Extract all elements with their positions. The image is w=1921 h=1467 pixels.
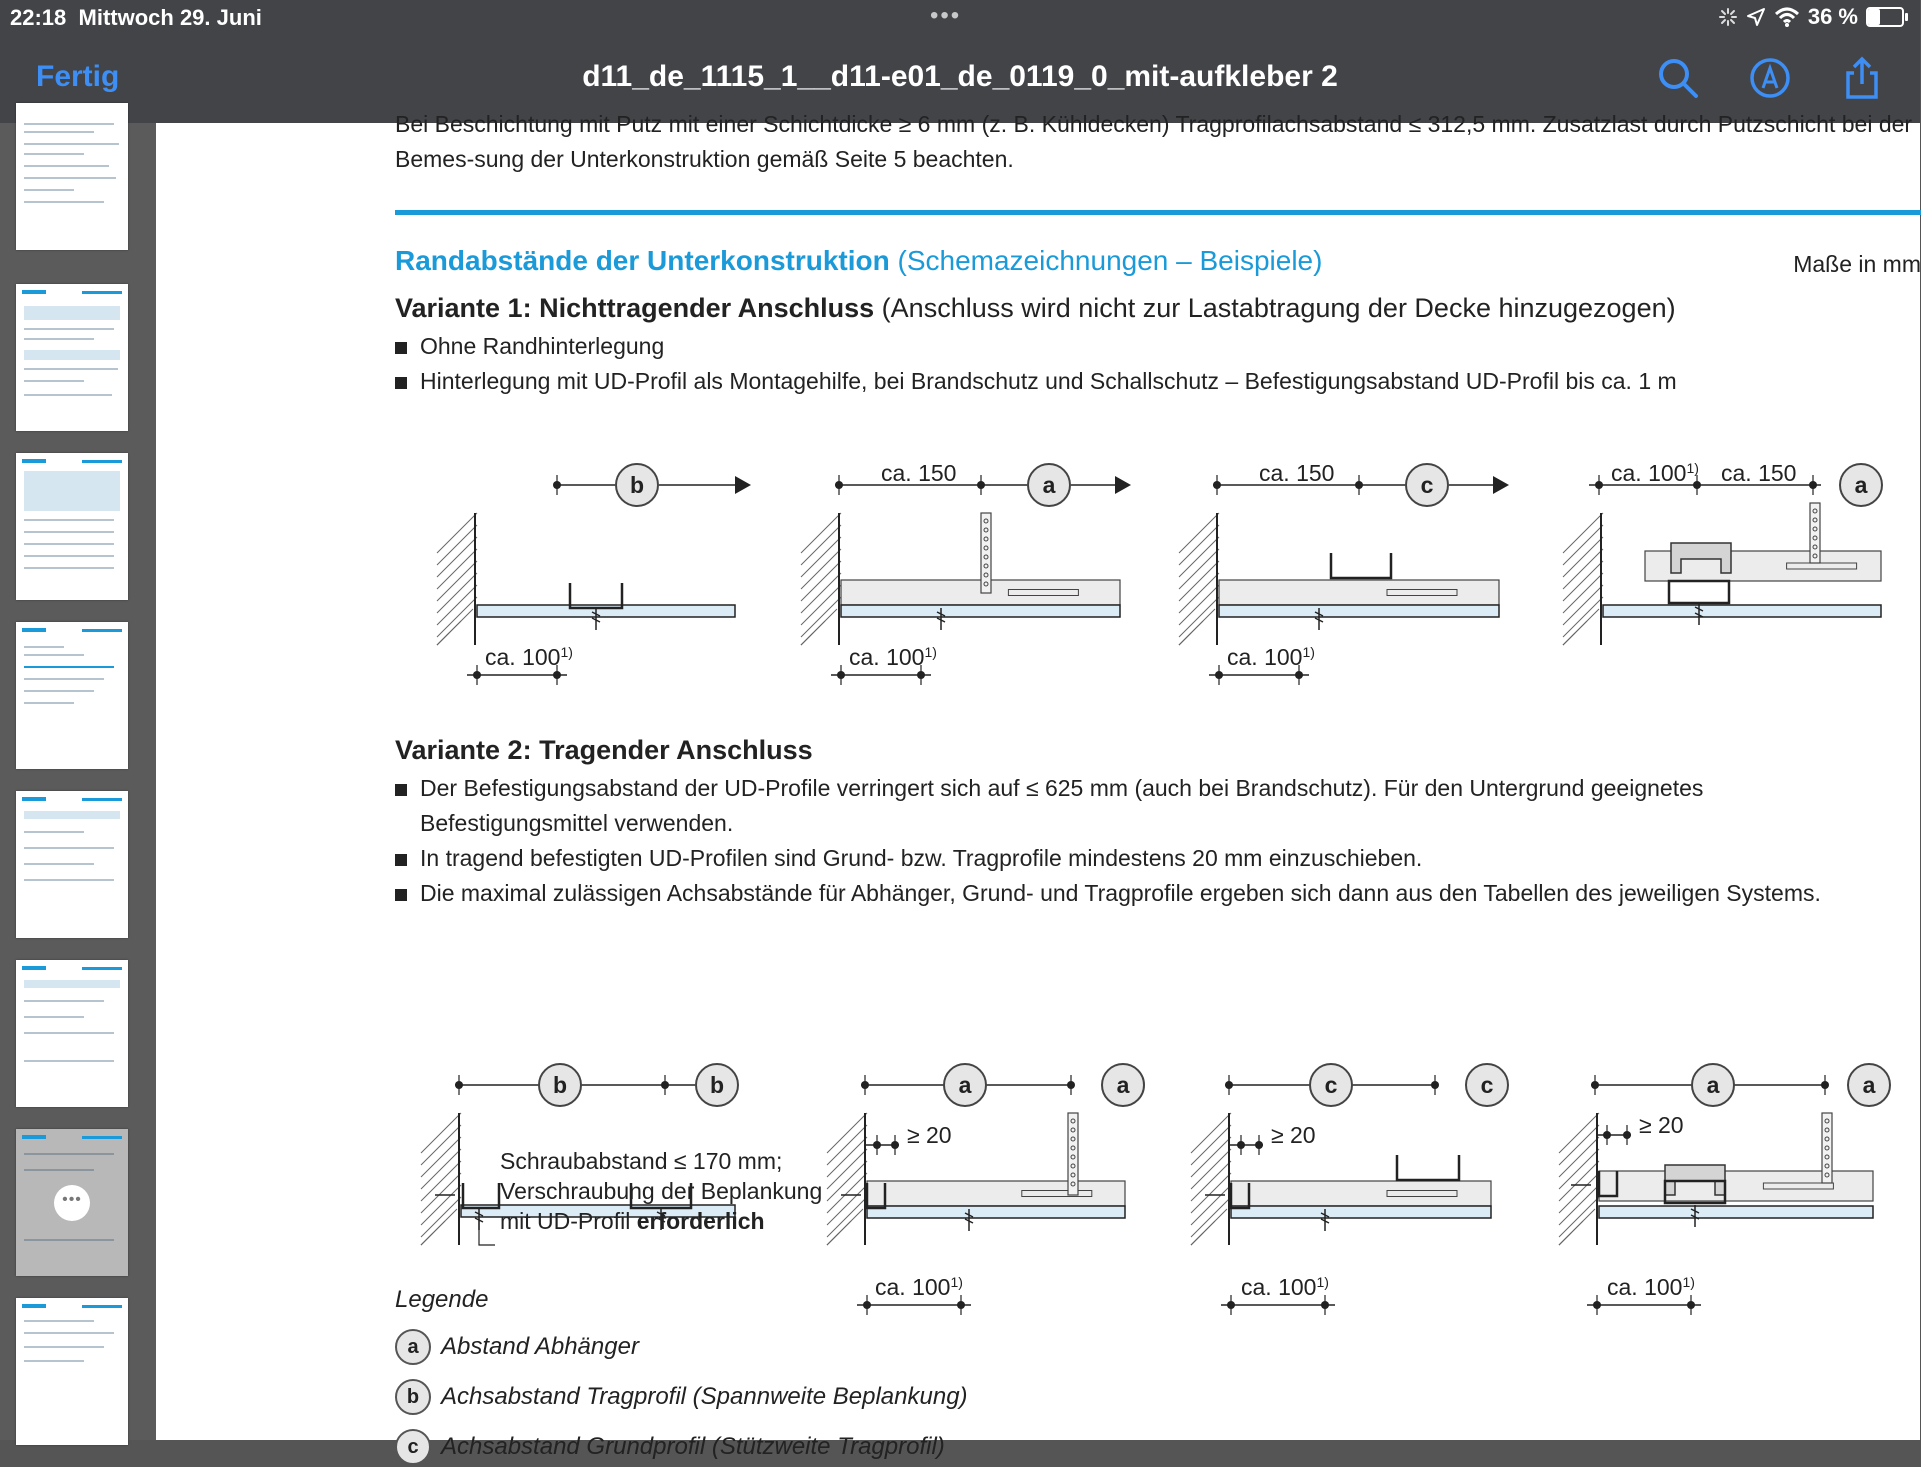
dimension-label-ca100: ca. 100$^{1)}$ [1607, 1274, 1695, 1300]
dimension-badge [1848, 1064, 1890, 1106]
units-note: Maße in mm [1793, 251, 1921, 277]
hatch-line [1179, 513, 1219, 553]
hatch-line [801, 573, 841, 613]
hatch-line [1559, 1149, 1599, 1189]
status-indicators [1718, 4, 1904, 30]
dimension-label: ca. 150 [881, 460, 957, 486]
badge-label: a [1706, 1072, 1720, 1098]
badge-label: a [958, 1072, 972, 1098]
hatch-line [1191, 1137, 1231, 1177]
hatch-line [1559, 1173, 1599, 1213]
hatch-line [437, 537, 477, 577]
hatch-line [437, 585, 477, 625]
page-thumbnail[interactable] [16, 103, 128, 250]
hatch-line [1179, 597, 1219, 637]
legend-item [395, 1427, 945, 1467]
hatch-line [801, 549, 841, 589]
dimension-label-ca100: ca. 100$^{1)}$ [875, 1274, 963, 1300]
hatch-line [1191, 1125, 1231, 1165]
hatch-line [1563, 513, 1603, 553]
badge-label: a [1862, 1072, 1876, 1098]
hatch-line [827, 1125, 867, 1165]
multitasking-dots-icon[interactable]: ••• [930, 2, 962, 29]
hatch-line [437, 561, 477, 601]
screw-spacing-note [500, 1146, 822, 1236]
bullet-item: Die maximal zulässigen Achsabstände für Abhänger, Grund- und Tragprofile ergeben sich dann aus den Tabellen des jeweiligen Systems. [395, 876, 1821, 911]
badge-label: b [709, 1072, 725, 1098]
variant1-title [395, 293, 1676, 324]
dimension-label-min20: ≥ 20 [907, 1122, 952, 1148]
variant1-drawing [395, 413, 1921, 683]
hatch-line [1191, 1149, 1231, 1189]
wall-hatching [1191, 1113, 1231, 1245]
hatch-line [801, 537, 841, 577]
ud-profile [1397, 1155, 1459, 1180]
badge-label: b [552, 1072, 568, 1098]
legend-text: Abstand Abhänger [441, 1333, 639, 1360]
hatch-line [1559, 1125, 1599, 1165]
bullet-item: In tragend befestigten UD-Profilen sind Grund- bzw. Tragprofile mindestens 20 mm einzuschieben. [395, 841, 1422, 876]
arrow-head [1115, 476, 1131, 494]
dimension-label-ca100: ca. 100$^{1)}$ [1241, 1274, 1329, 1300]
legend-item [395, 1377, 968, 1417]
hatch-line [1563, 573, 1603, 613]
page-thumbnail[interactable] [16, 453, 128, 600]
dimension-label-ca100: ca. 100$^{1)}$ [1227, 644, 1315, 670]
hatch-line [827, 1149, 867, 1189]
page-thumbnail[interactable] [16, 1298, 128, 1445]
battery-percent: 36 % [1807, 4, 1858, 29]
hanger [981, 513, 991, 593]
done-button[interactable]: Fertig [36, 60, 120, 93]
legend-item [395, 1327, 639, 1367]
hatch-line [1559, 1197, 1599, 1237]
section-divider [395, 210, 1921, 215]
note-line: Schraubabstand ≤ 170 mm; [500, 1148, 783, 1174]
hatch-line [801, 513, 841, 553]
hatch-line [1191, 1173, 1231, 1213]
badge-label: a [1116, 1072, 1130, 1098]
hatch-line [437, 597, 477, 637]
bullet-item: Ohne Randhinterlegung [395, 329, 664, 364]
ud-profile [1669, 581, 1729, 603]
dimension-label-ca100: ca. 100$^{1)}$ [485, 644, 573, 670]
dimension-label-min20: ≥ 20 [1271, 1122, 1316, 1148]
battery-fill [1868, 9, 1880, 25]
hatch-line [827, 1137, 867, 1177]
ceiling-board [1603, 605, 1881, 617]
dimension-badge [944, 1064, 986, 1106]
dimension-label-ca100: ca. 100$^{1)}$ [1611, 460, 1699, 486]
bullet-item: Hinterlegung mit UD-Profil als Montagehilfe, bei Brandschutz und Schallschutz – Befestigungsabstand UD-Profil bis ca. 1 m [395, 364, 1677, 399]
dimension-label: ca. 150 [1721, 460, 1797, 486]
legend-badge: c [395, 1429, 431, 1465]
wall-hatching [827, 1113, 867, 1245]
dimension-label-ca100: ca. 100$^{1)}$ [849, 644, 937, 670]
variant2-title [395, 735, 813, 766]
arrow-head [1493, 476, 1509, 494]
loading-spinner-icon [1718, 7, 1738, 27]
badge-label: c [1420, 472, 1434, 498]
hatch-line [827, 1113, 867, 1153]
hatch-line [1179, 537, 1219, 577]
hatch-line [1559, 1137, 1599, 1177]
hatch-line [421, 1173, 461, 1213]
hatch-line [1563, 561, 1603, 601]
wall-hatching [421, 1113, 461, 1245]
hatch-line [801, 585, 841, 625]
hatch-line [1563, 585, 1603, 625]
legend-badge: a [395, 1329, 431, 1365]
hatch-line [801, 597, 841, 637]
variant1-figures [395, 413, 1921, 683]
hatch-line [437, 573, 477, 613]
page-thumbnail[interactable] [16, 284, 128, 431]
legend-text: Achsabstand Tragprofil (Spannweite Beplankung) [441, 1383, 968, 1410]
wall-hatching [1179, 513, 1219, 645]
ceiling-board [1599, 1206, 1873, 1218]
hatch-line [827, 1185, 867, 1225]
section-title [395, 245, 1322, 277]
dimension-badge [1310, 1064, 1352, 1106]
hatch-line [1563, 525, 1603, 565]
nav-actions [1656, 56, 1884, 100]
dimension-label: ca. 150 [1259, 460, 1335, 486]
note-line [500, 1206, 822, 1236]
dimension-badge [1692, 1064, 1734, 1106]
hatch-line [1179, 525, 1219, 565]
hatch-line [421, 1185, 461, 1225]
ceiling-board [1219, 605, 1499, 617]
badge-label: b [629, 472, 645, 498]
badge-label: c [1480, 1072, 1494, 1098]
ud-profile [1331, 553, 1391, 578]
badge-label: a [1042, 472, 1056, 498]
markup-icon[interactable] [1748, 56, 1792, 100]
page-thumbnail[interactable] [16, 960, 128, 1107]
hatch-line [421, 1137, 461, 1177]
variant2-title-main: Variante 2: Tragender Anschluss [395, 735, 813, 765]
dimension-badge [1466, 1064, 1508, 1106]
carrying-profile [867, 1181, 1125, 1206]
more-options-icon[interactable]: ••• [54, 1185, 90, 1221]
battery-icon [1866, 7, 1904, 27]
hanger [1068, 1113, 1078, 1195]
bullet-item: Der Befestigungsabstand der UD-Profile verringert sich auf ≤ 625 mm (auch bei Brandschutz). Für den Untergrund geeignetes [395, 771, 1703, 806]
hatch-line [801, 561, 841, 601]
legend-title: Legende [395, 1286, 489, 1313]
note-text-regular: mit UD-Profil [500, 1208, 637, 1234]
wall-hatching [1563, 513, 1603, 645]
page-thumbnail-current[interactable] [16, 1129, 128, 1276]
hatch-line [1179, 573, 1219, 613]
hatch-line [1559, 1161, 1599, 1201]
dimension-badge [1028, 464, 1070, 506]
hatch-line [827, 1197, 867, 1237]
ceiling-board [841, 605, 1120, 617]
page-thumbnail-sidebar [0, 123, 156, 1440]
clock: 22:18 [10, 5, 67, 30]
arrow-head [735, 476, 751, 494]
hatch-line [1191, 1197, 1231, 1237]
hatch-line [421, 1113, 461, 1153]
page-thumbnail[interactable] [16, 791, 128, 938]
dimension-badge [1406, 464, 1448, 506]
hatch-line [1559, 1113, 1599, 1153]
hatch-line [1179, 549, 1219, 589]
hatch-line [827, 1173, 867, 1213]
section-title-sub: (Schemazeichnungen – Beispiele) [897, 245, 1323, 276]
hatch-line [1191, 1113, 1231, 1153]
variant1-title-note: (Anschluss wird nicht zur Lastabtragung der Decke hinzugezogen) [881, 293, 1676, 323]
note-line: Verschraubung der Beplankung [500, 1178, 823, 1204]
ceiling-board [867, 1206, 1125, 1218]
hatch-line [437, 513, 477, 553]
legend-badge: b [395, 1379, 431, 1415]
search-icon[interactable] [1656, 56, 1700, 100]
ceiling-board [1231, 1206, 1491, 1218]
intro-paragraph: Bei Beschichtung mit Putz mit einer Schichtdicke ≥ 6 mm (z. B. Kühldecken) Tragprofilachsabstand ≤ 312,5 mm. Zusatzlast durch Putzschicht bei der Bemes-sung der Unterkonstruktion gemäß Seite 5 beachten. [395, 111, 1913, 172]
dimension-badge [1840, 464, 1882, 506]
dimension-badge [539, 1064, 581, 1106]
hatch-line [1179, 585, 1219, 625]
hatch-line [437, 549, 477, 589]
legend-text: Achsabstand Grundprofil (Stützweite Tragprofil) [441, 1433, 945, 1460]
status-time [10, 5, 262, 31]
hatch-line [421, 1197, 461, 1237]
hatch-line [1563, 597, 1603, 637]
hatch-line [437, 525, 477, 565]
dimension-badge [696, 1064, 738, 1106]
wall-hatching [801, 513, 841, 645]
hatch-line [1559, 1185, 1599, 1225]
leader-line [479, 1218, 495, 1245]
document-title: d11_de_1115_1__d11-e01_de_0119_0_mit-aufkleber 2 [582, 60, 1338, 93]
bullet-continuation: Befestigungsmittel verwenden. [420, 810, 734, 836]
hatch-line [421, 1149, 461, 1189]
hatch-line [421, 1125, 461, 1165]
hatch-line [801, 525, 841, 565]
variant1-title-main: Variante 1: Nichttragender Anschluss [395, 293, 875, 323]
dimension-badge [616, 464, 658, 506]
badge-label: c [1324, 1072, 1338, 1098]
hatch-line [1563, 549, 1603, 589]
dimension-label-min20: ≥ 20 [1639, 1112, 1684, 1138]
share-icon[interactable] [1840, 56, 1884, 100]
location-arrow-icon [1746, 7, 1766, 27]
hatch-line [1563, 537, 1603, 577]
top-bar [0, 0, 1920, 123]
hatch-line [1191, 1185, 1231, 1225]
hatch-line [1179, 561, 1219, 601]
dimension-badge [1102, 1064, 1144, 1106]
note-text-bold: erforderlich [636, 1208, 765, 1234]
document-page[interactable] [156, 111, 1921, 1460]
page-thumbnail[interactable] [16, 622, 128, 769]
status-date: Mittwoch 29. Juni [78, 5, 262, 30]
section-title-main: Randabstände der Unterkonstruktion [395, 245, 890, 276]
badge-label: a [1854, 472, 1868, 498]
wall-hatching [1559, 1113, 1599, 1245]
wifi-icon [1774, 7, 1800, 27]
wall-hatching [437, 513, 477, 645]
carrying-profile [1231, 1181, 1491, 1206]
